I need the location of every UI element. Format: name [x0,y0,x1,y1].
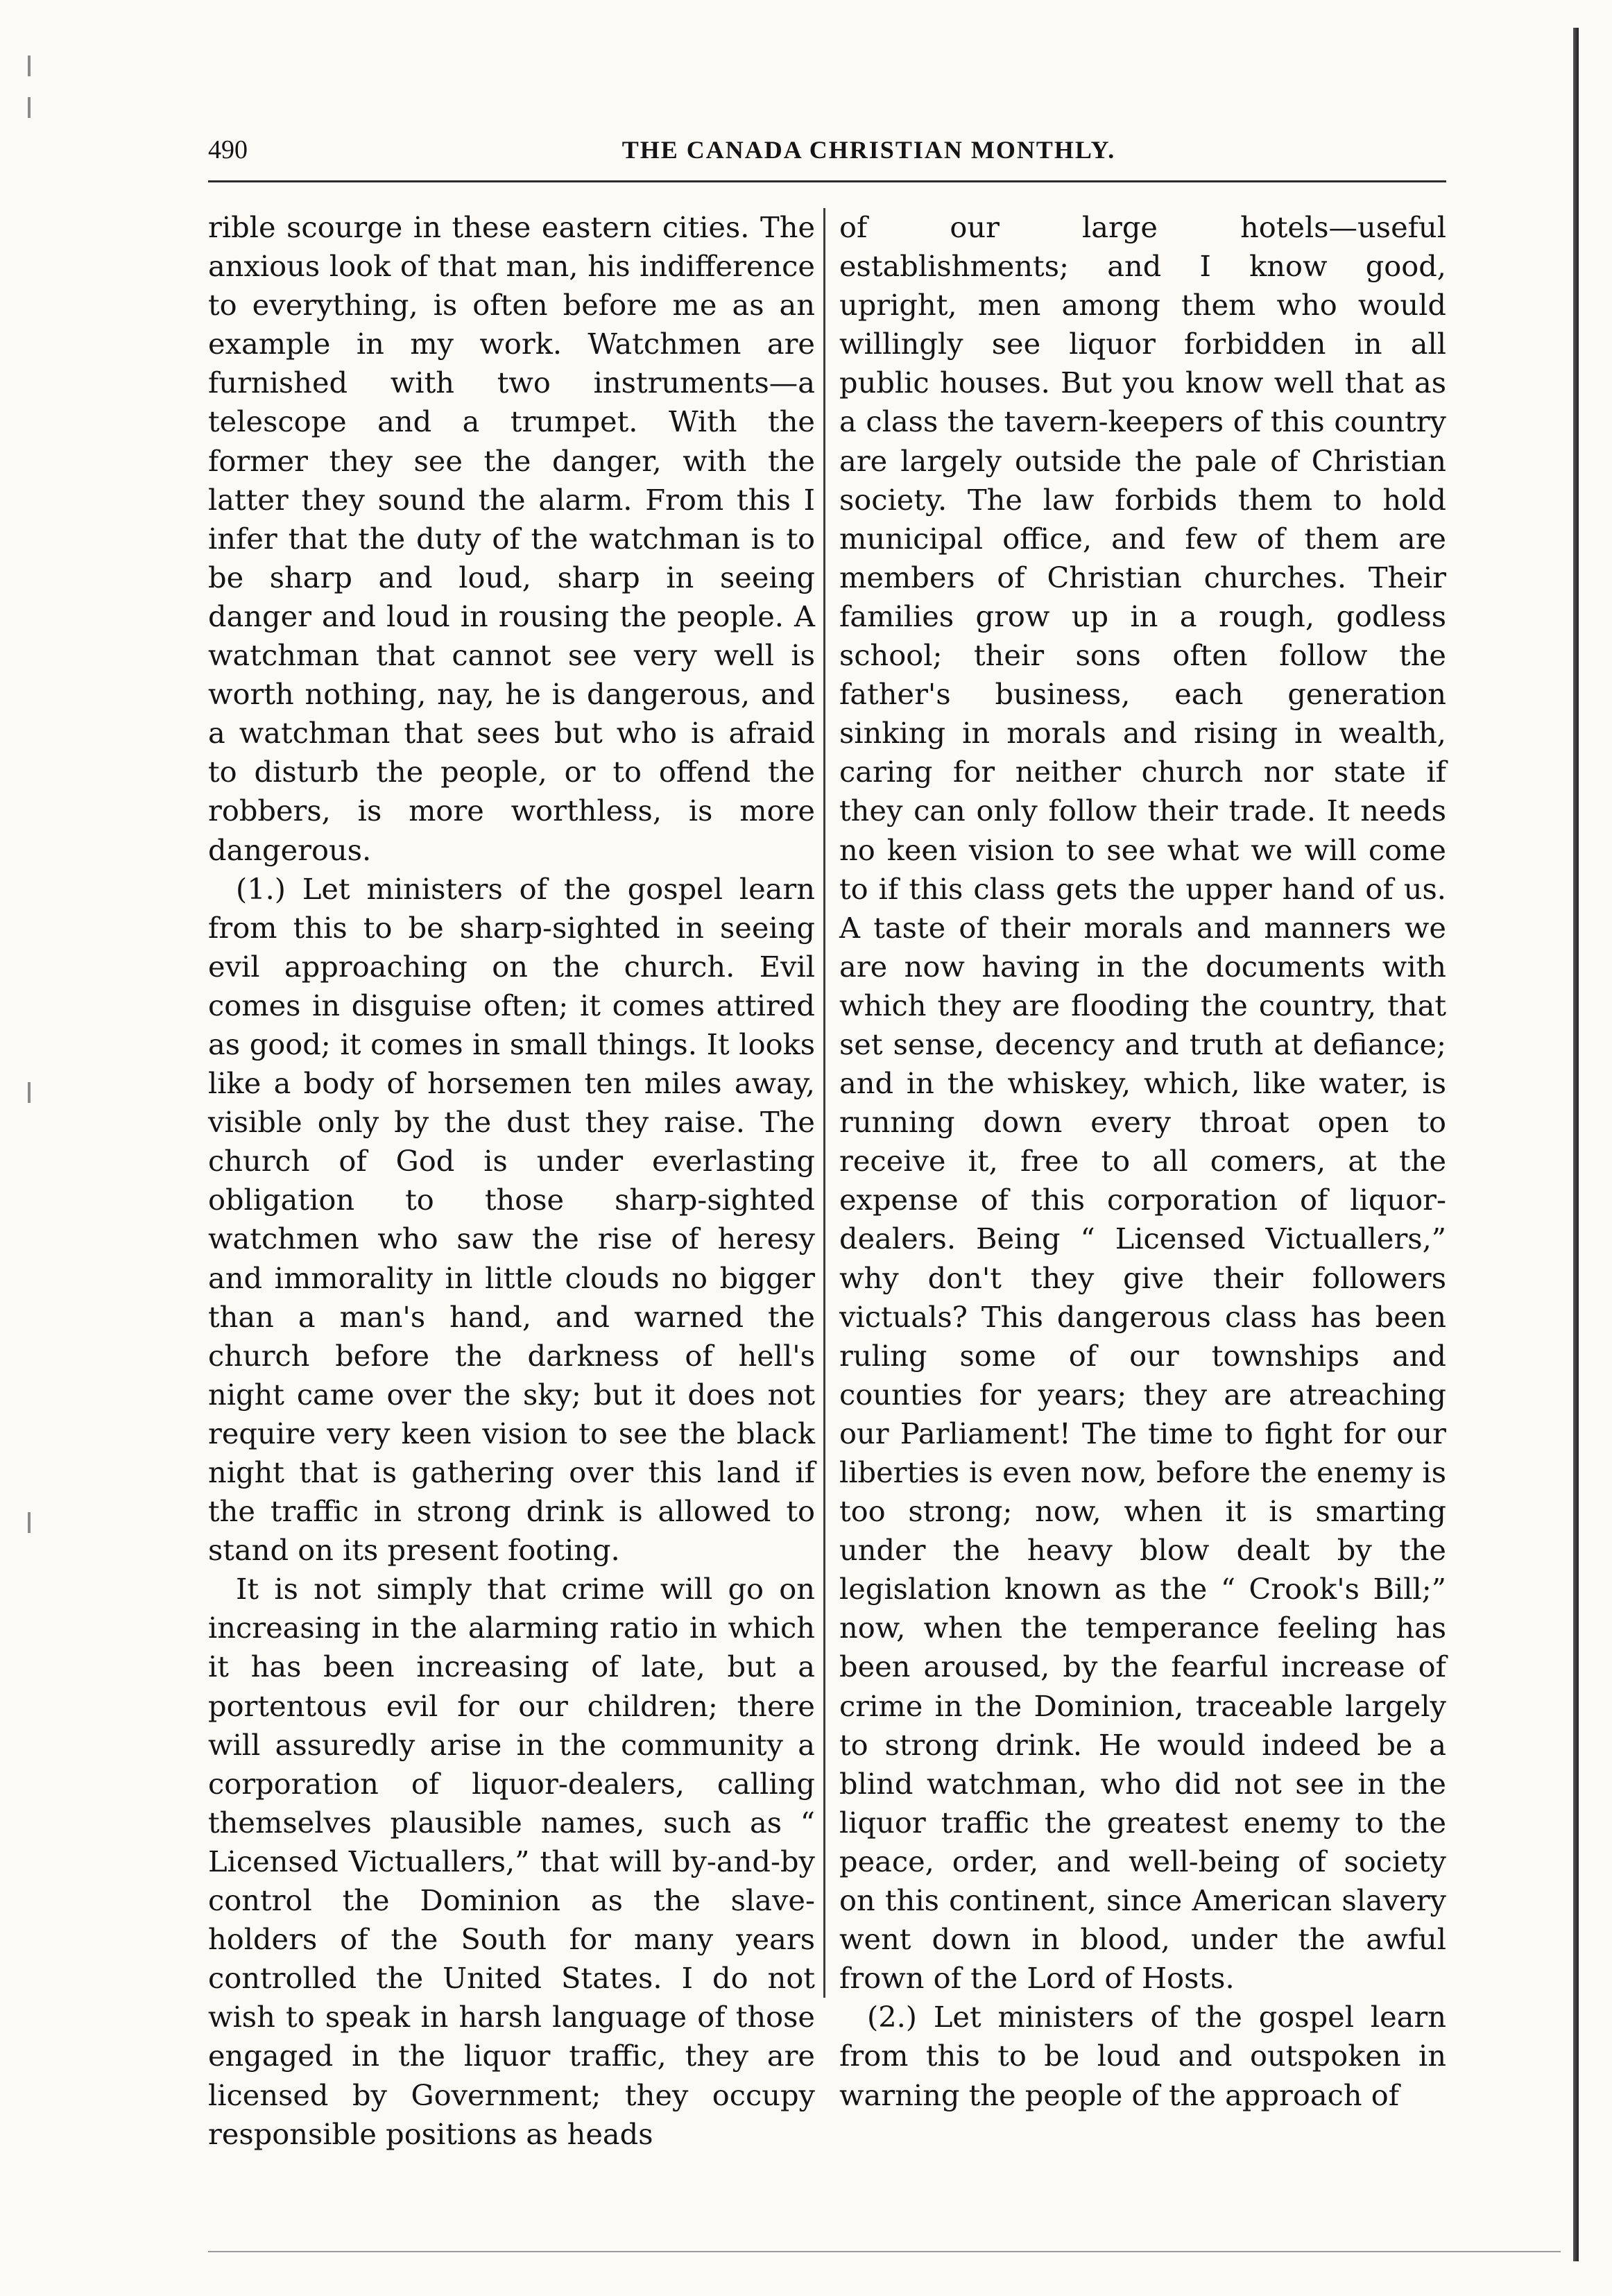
margin-mark [28,1512,31,1533]
left-column [208,208,815,2154]
right-column [839,208,1446,2115]
header-rule [208,180,1446,182]
running-title: THE CANADA CHRISTIAN MONTHLY. [621,136,1116,164]
paragraph: of our large hotels—useful establishments; and I know good, upright, men among them who would willingly see liquor forbidden in all public houses. But you know well that as a class the tavern-keepers of this country are largely outside the pale of Christian society. The law forbids them to hold municipal office, and few of them are members of Christian churches. Their families grow up in a rough, godless school; their sons often follow the father's business, each generation sinking in morals and rising in wealth, caring for neither church nor state if they can only follow their trade. It needs no keen vision to see what we will come to if this class gets the upper hand of us. A taste of their morals and manners we are now having in the documents with which they are flooding the country, that set sense, decency and truth at defiance; and in the whiskey, which, like water, is running down every throat open to receive it, free to all comers, at the expense of this corporation of liquor-dealers. Being “ Licensed Victuallers,” why don't they give their followers victuals? This dangerous class has been ruling some of our townships and counties for years; they are atreaching our Parliament! The time to fight for our liberties is even now, before the enemy is too strong; now, when it is smarting under the heavy blow dealt by the legislation known as the “ Crook's Bill;” now, when the temperance feeling has been aroused, by the fearful increase of crime in the Dominion, traceable largely to strong drink. He would indeed be a blind watchman, who did not see in the liquor traffic the greatest enemy to the peace, order, and well-being of society on this continent, since American slavery went down in blood, under the awful frown of the Lord of Hosts. [839,210,1446,1996]
paragraph: (1.) Let ministers of the gospel learn from this to be sharp-sighted in seeing evil approaching on the church. Evil comes in disguise often; it comes attired as good; it comes in small things. It looks like a body of horsemen ten miles away, visible only by the dust they raise. The church of God is under everlasting obligation to those sharp-sighted watchmen who saw the rise of heresy and immorality in little clouds no bigger than a man's hand, and warned the church before the darkness of hell's night came over the sky; but it does not require very keen vision to see the black night that is gathering over this land if the traffic in strong drink is allowed to stand on its present footing. [208,871,815,1568]
page-header [208,128,1446,177]
margin-mark [28,1082,31,1103]
paragraph: It is not simply that crime will go on increasing in the alarming ratio in which it has been increasing of late, but a portentous evil for our children; there will assuredly arise in the community a corporation of liquor-dealers, calling themselves plausible names, such as “ Licensed Victuallers,” that will by-and-by control the Dominion as the slave-holders of the South for many years controlled the United States. I do not wish to speak in harsh language of those engaged in the liquor traffic, they are licensed by Government; they occupy responsible positions as heads [208,1572,815,2151]
paragraph: rible scourge in these eastern cities. The anxious look of that man, his indifference to everything, is often before me as an example in my work. Watchmen are furnished with two instruments—a telescope and a trumpet. With the former they see the danger, with the latter they sound the alarm. From this I infer that the duty of the watchman is to be sharp and loud, sharp in seeing danger and loud in rousing the people. A watchman that cannot see very well is worth nothing, nay, he is dangerous, and a watchman that sees but who is afraid to disturb the people, or to offend the robbers, is more worthless, is more dangerous. [208,210,815,867]
margin-mark [28,55,31,76]
column-divider [823,208,825,1998]
margin-mark [28,97,31,118]
footer-rule [208,2251,1561,2252]
binding-edge [1573,28,1579,2261]
page-number: 490 [208,135,248,164]
paragraph: (2.) Let ministers of the gospel learn from this to be loud and outspoken in warning the people of the approach of [839,2000,1446,2112]
